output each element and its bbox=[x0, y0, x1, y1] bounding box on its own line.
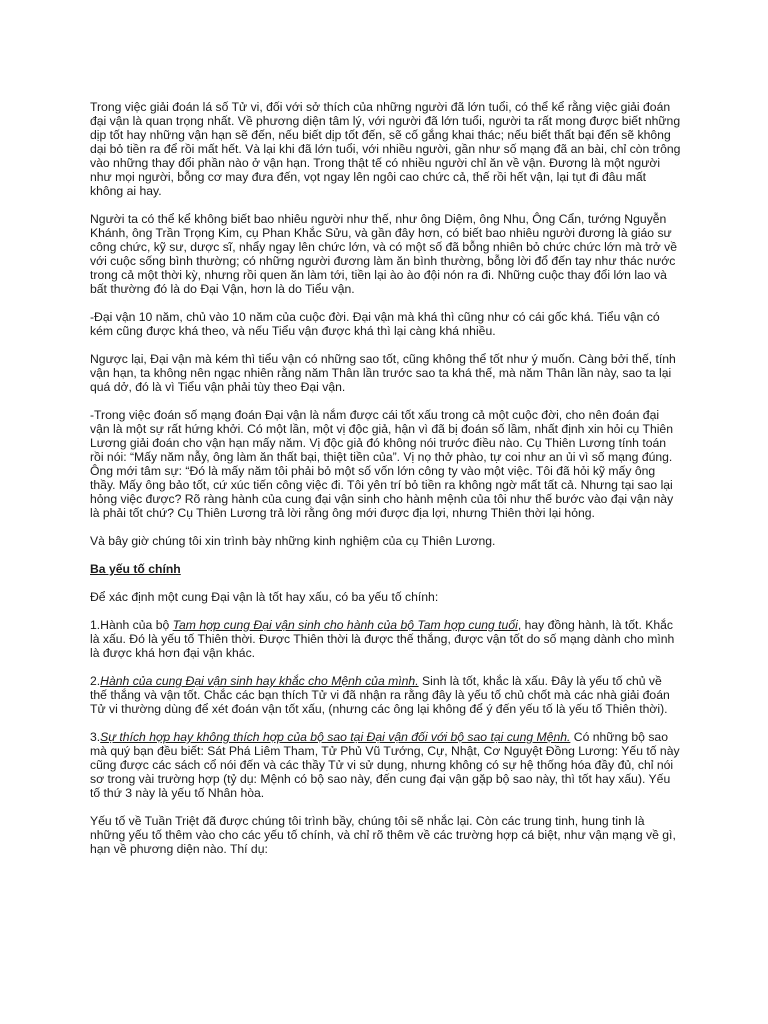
paragraph-intro: Trong việc giải đoán lá số Tử vi, đối với sở thích của những người đã lớn tuổi, có thể kể rằng việc giải đoán đại vận là quan trọng nhất. Về phương diện tâm lý, với người đã lớn tuổi, người ta rất mong được biết những dịp tốt hay những vận hạn sẽ đến, nếu biết dịp tốt đến, sẽ cố gắng khai thác; nếu biết thất bại đến sẽ không dại bỏ tiền ra để rồi mất hết. Và lại khi đã lớn tuổi, với nhiều người, gần như số mạng đã an bài, chỉ còn trông vào những thay đổi phần nào ở vận hạn. Trong thật tế có nhiều người chỉ ăn về vận. Đương là một người như mọi người, bỗng cơ may đưa đến, vọt ngay lên ngôi cao chức cả, thế rồi hết vận, lại tụt đi đâu mất không ai hay. bbox=[90, 100, 681, 198]
list-item-1 bbox=[90, 618, 682, 660]
list-item-3 bbox=[90, 730, 682, 800]
item-number: 2. bbox=[90, 674, 101, 688]
paragraph-dai-van-10-nam: -Đại vận 10 năm, chủ vào 10 năm của cuộc đời. Đại vận mà khá thì cũng như có cái gốc khá. Tiểu vận có kém cũng được khá theo, và nếu Tiểu vận được khá thì lại càng khá nhiều. bbox=[90, 310, 660, 338]
item-number: 1.Hành của bộ bbox=[90, 618, 173, 632]
item-text: Sinh là tốt, khắc là xấu. Đây là yếu tố chủ về thế thắng và vận tốt. Chắc các bạn thích Tử vi đã nhận ra rằng đây là yếu tố chủ chốt mà các nhà giải đoán Tử vi thường dùng để xét đoán vận tốt xấu, (nhưng các ông lại không để ý đến yếu tố là yếu tố Thiên thời). bbox=[90, 674, 670, 716]
paragraph-ba-yeu-to: Để xác định một cung Đại vận là tốt hay xấu, có ba yếu tố chính: bbox=[90, 590, 439, 604]
paragraph-kinh-nghiem: Và bây giờ chúng tôi xin trình bày những kinh nghiệm của cụ Thiên Lương. bbox=[90, 534, 496, 548]
document-body bbox=[90, 100, 682, 870]
paragraph-examples: Người ta có thể kể không biết bao nhiêu người như thế, như ông Diệm, ông Nhu, Ông Cẩn, tướng Nguyễn Khánh, ông Trần Trọng Kim, cụ Phan Khắc Sửu, và gần đây hơn, có biết bao nhiêu người đương là giáo sư công chức, kỹ sư, dược sĩ, nhẩy ngay lên chức lớn, và có một số đã bỗng nhiên bỏ chức chức lớn mà trở về với cuộc sống bình thường; có những người đương làm ăn bình thường, bỗng lời đổ đến tay như thác nước trong cả một thời kỳ, nhưng rồi quen ăn làm tới, tiền lại ào ào đội nón ra đi. Những cuộc thay đổi lớn lao và bất thường đó là do Đại Vận, hơn là do Tiểu vận. bbox=[90, 212, 677, 296]
paragraph-anecdote: -Trong việc đoán số mạng đoán Đại vận là nắm được cái tốt xấu trong cả một cuộc đời, cho nên đoán đại vận là một sự rất hứng khởi. Có một lần, một vị độc giả, hận vì đã bị đoán số lầm, nhất định xin hỏi cụ Thiên Lương giải đoán cho vận hạn mấy năm. Vị độc giả đó không nói trước điều nào. Cụ Thiên Lương tính toán rồi nói: “Mấy năm nẫy, ông làm ăn thất bại, thiệt tiền của”. Vị nọ thở phào, tự coi như an ủi vì số mạng đúng. Ông mới tâm sự: “Đó là mấy năm tôi phải bỏ một số vốn lớn công ty vào một việc. Tôi đã hỏi kỹ mấy ông thầy. Mấy ông bảo tốt, cứ xúc tiến công việc đi. Tôi yên trí bỏ tiền ra không ngờ mất tất cả. Nhưng tại sao lại hỏng việc được? Rõ ràng hành của cung đại vận sinh cho hành mệnh của tôi như thế bước vào đại vận này là phải tốt chứ? Cụ Thiên Lương trả lời rằng ông mới được địa lợi, nhưng Thiên thời lại hỏng. bbox=[90, 408, 674, 520]
paragraph-tuan-triet: Yếu tố về Tuần Triệt đã được chúng tôi trình bầy, chúng tôi sẽ nhắc lại. Còn các trung tinh, hung tinh là những yếu tố thêm vào cho các yếu tố chính, và chỉ rõ thêm về các trường hợp cá biệt, như vận mạng về gì, hạn về phương diện nào. Thí dụ: bbox=[90, 814, 676, 856]
item-text: , hay đồng hành, là tốt. Khắc là xấu. Đó là yếu tố Thiên thời. Được Thiên thời là được thế thắng, được vận tốt do số mạng dành cho mình là được khá hơn đại vận khác. bbox=[90, 618, 675, 660]
list-item-2 bbox=[90, 674, 682, 716]
item-number: 3. bbox=[90, 730, 101, 744]
item-emphasis: Hành của cung Đại vận sinh hay khắc cho Mệnh của mình. bbox=[100, 674, 419, 688]
paragraph-nguoc-lai: Ngược lại, Đại vận mà kém thì tiểu vận có những sao tốt, cũng không thể tốt như ý muốn. Càng bởi thế, tính vận hạn, ta không nên ngạc nhiên rằng năm Thân lần trước sao ta khá thế, mà năm Thân lần này, sao ta lại quá dở, đó là vì Tiểu vận phải tùy theo Đại vận. bbox=[90, 352, 676, 394]
item-emphasis: Sự thích hợp hay không thích hợp của bộ sao tại Đại vận đối với bộ sao tại cung Mệnh. bbox=[100, 730, 571, 744]
item-emphasis: Tam hợp cung Đại vận sinh cho hành của bộ Tam hợp cung tuổi bbox=[172, 618, 518, 632]
section-heading: Ba yếu tố chính bbox=[90, 562, 181, 576]
item-text: Có những bộ sao mà quý bạn đều biết: Sát Phá Liêm Tham, Tử Phủ Vũ Tướng, Cự, Nhật, Cơ Nguyệt Đồng Lương: Yếu tố này cũng được các sách cổ nói đến và các thầy Tử vi sử dụng, nhưng không có sự hệ thống hóa đầy đủ, chỉ nói sơ trong vài trường hợp (tỷ dụ: Mệnh có bộ sao này, đến cung đại vận gặp bộ sao này, thì tốt hay xấu). Yếu tố thứ 3 này là yếu tố Nhân hòa. bbox=[90, 730, 680, 800]
